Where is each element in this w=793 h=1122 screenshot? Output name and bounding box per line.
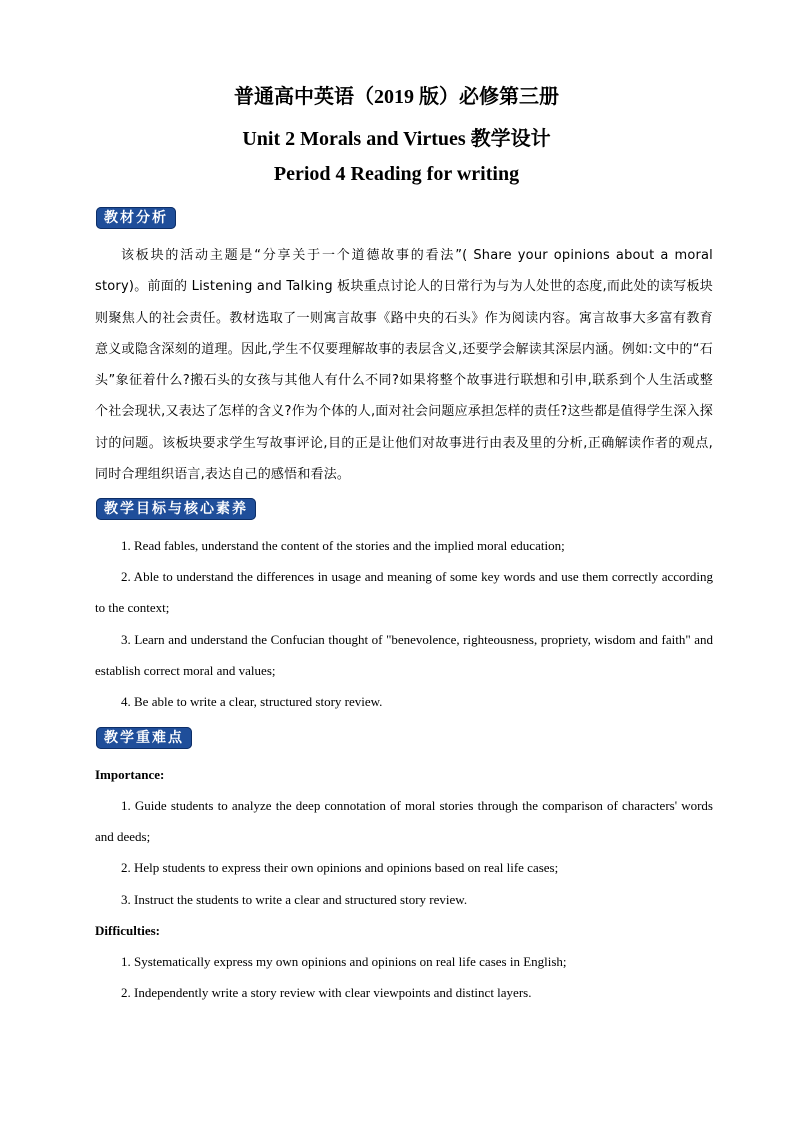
document-title-unit: Unit 2 Morals and Virtues 教学设计: [242, 128, 551, 150]
section-badge-objectives: 教学目标与核心素养: [96, 498, 256, 520]
importance-item-1: 1. Guide students to analyze the deep connotation of moral stories through the comparison of characters' words and deeds;: [95, 798, 713, 845]
document-title-period: Period 4 Reading for writing: [273, 163, 520, 185]
objective-item-3: 3. Learn and understand the Confucian thought of "benevolence, righteousness, propriety, wisdom and faith" and establish correct moral and values;: [95, 632, 713, 679]
importance-label: Importance:: [95, 767, 165, 782]
objective-item-2: 2. Able to understand the differences in usage and meaning of some key words and use them correctly according to the context;: [95, 569, 713, 616]
importance-item-2: 2. Help students to express their own opinions and opinions based on real life cases;: [121, 860, 559, 875]
objective-item-1: 1. Read fables, understand the content of the stories and the implied moral education;: [121, 538, 565, 553]
difficulties-item-1: 1. Systematically express my own opinions and opinions on real life cases in English;: [121, 954, 567, 969]
objective-item-4: 4. Be able to write a clear, structured story review.: [121, 694, 383, 709]
analysis-paragraph: 该板块的活动主题是“分享关于一个道德故事的看法”( Share your opinions about a moral story)。前面的 Listening and Talking 板块重点讨论人的日常行为与为人处世的态度,而此处的读写板块则聚焦人的社会责任。教材选取了一则寓言故事《路中央的石头》作为阅读内容。寓言故事大多富有教育意义或隐含深刻的道理。因此,学生不仅要理解故事的表层含义,还要学会解读其深层内涵。例如:文中的“石头”象征着什么?搬石头的女孩与其他人有什么不同?如果将整个故事进行联想和引申,联系到个人生活或整个社会现状,又表达了怎样的含义?作为个体的人,面对社会问题应承担怎样的责任?这些都是值得学生深入探讨的问题。该板块要求学生写故事评论,目的正是让他们对故事进行由表及里的分析,正确解读作者的观点,同时合理组织语言,表达自己的感悟和看法。: [95, 248, 713, 483]
difficulties-label: Difficulties:: [95, 923, 160, 938]
document-title-chinese: 普通高中英语（2019 版）必修第三册: [234, 86, 559, 108]
importance-item-3: 3. Instruct the students to write a clear and structured story review.: [121, 892, 468, 907]
section-badge-analysis: 教材分析: [96, 207, 176, 229]
section-badge-key-points: 教学重难点: [96, 727, 192, 749]
difficulties-item-2: 2. Independently write a story review with clear viewpoints and distinct layers.: [121, 985, 532, 1000]
